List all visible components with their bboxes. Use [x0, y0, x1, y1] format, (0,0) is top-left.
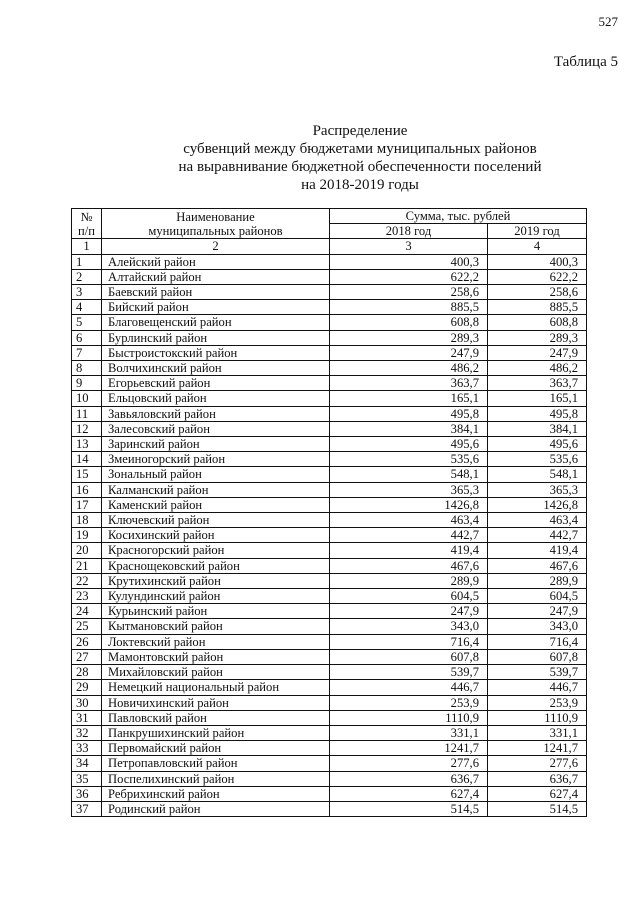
table-row — [72, 665, 587, 680]
title-line: на выравнивание бюджетной обеспеченности поселений — [178, 159, 542, 175]
amount-2018: 1426,8 — [330, 497, 488, 512]
row-number: 22 — [72, 573, 102, 588]
amount-2019: 289,3 — [488, 330, 587, 345]
district-name: Быстроистокский район — [102, 345, 330, 360]
row-number: 12 — [72, 421, 102, 436]
amount-2018: 463,4 — [330, 513, 488, 528]
row-number: 17 — [72, 497, 102, 512]
row-number: 29 — [72, 680, 102, 695]
amount-2019: 258,6 — [488, 285, 587, 300]
row-number: 19 — [72, 528, 102, 543]
district-name: Ельцовский район — [102, 391, 330, 406]
district-name: Новичихинский район — [102, 695, 330, 710]
amount-2018: 607,8 — [330, 649, 488, 664]
district-name: Благовещенский район — [102, 315, 330, 330]
district-name: Зональный район — [102, 467, 330, 482]
amount-2019: 277,6 — [488, 756, 587, 771]
row-number: 18 — [72, 513, 102, 528]
amount-2019: 1426,8 — [488, 497, 587, 512]
amount-2019: 442,7 — [488, 528, 587, 543]
amount-2019: 486,2 — [488, 361, 587, 376]
table-row — [72, 741, 587, 756]
amount-2018: 548,1 — [330, 467, 488, 482]
district-name: Немецкий национальный район — [102, 680, 330, 695]
row-number: 5 — [72, 315, 102, 330]
row-number: 11 — [72, 406, 102, 421]
column-index: 4 — [488, 239, 587, 254]
header-name-line2: муниципальных районов — [148, 223, 283, 238]
district-name: Заринский район — [102, 437, 330, 452]
table-row — [72, 756, 587, 771]
amount-2019: 885,5 — [488, 300, 587, 315]
amount-2018: 258,6 — [330, 285, 488, 300]
amount-2018: 289,9 — [330, 573, 488, 588]
header-number-line2: п/п — [78, 223, 95, 238]
table-row — [72, 543, 587, 558]
row-number: 33 — [72, 741, 102, 756]
row-number: 1 — [72, 254, 102, 269]
table-row — [72, 558, 587, 573]
row-number: 21 — [72, 558, 102, 573]
row-number: 4 — [72, 300, 102, 315]
row-number: 14 — [72, 452, 102, 467]
amount-2018: 446,7 — [330, 680, 488, 695]
table-row — [72, 649, 587, 664]
table-row — [72, 467, 587, 482]
amount-2019: 539,7 — [488, 665, 587, 680]
district-name: Бийский район — [102, 300, 330, 315]
row-number: 2 — [72, 269, 102, 284]
table-row — [72, 710, 587, 725]
amount-2018: 622,2 — [330, 269, 488, 284]
amount-2019: 627,4 — [488, 786, 587, 801]
table-row — [72, 513, 587, 528]
amount-2019: 535,6 — [488, 452, 587, 467]
table-row — [72, 634, 587, 649]
row-number: 10 — [72, 391, 102, 406]
district-name: Павловский район — [102, 710, 330, 725]
district-name: Мамонтовский район — [102, 649, 330, 664]
table-row — [72, 300, 587, 315]
amount-2018: 1241,7 — [330, 741, 488, 756]
amount-2018: 636,7 — [330, 771, 488, 786]
amount-2019: 253,9 — [488, 695, 587, 710]
district-name: Петропавловский район — [102, 756, 330, 771]
title-line: Распределение — [312, 123, 408, 139]
amount-2018: 419,4 — [330, 543, 488, 558]
table-row — [72, 391, 587, 406]
amount-2019: 467,6 — [488, 558, 587, 573]
column-index: 1 — [72, 239, 102, 254]
header-sum: Сумма, тыс. рублей — [330, 209, 587, 224]
table-row — [72, 285, 587, 300]
header-number-line1: № — [80, 209, 93, 224]
subvention-table — [71, 208, 587, 817]
amount-2018: 343,0 — [330, 619, 488, 634]
table-row — [72, 437, 587, 452]
table-row — [72, 421, 587, 436]
table-row — [72, 573, 587, 588]
district-name: Кулундинский район — [102, 589, 330, 604]
amount-2018: 247,9 — [330, 345, 488, 360]
amount-2019: 495,8 — [488, 406, 587, 421]
amount-2018: 363,7 — [330, 376, 488, 391]
amount-2019: 495,6 — [488, 437, 587, 452]
row-number: 37 — [72, 801, 102, 816]
amount-2019: 463,4 — [488, 513, 587, 528]
table-row — [72, 680, 587, 695]
district-name: Кытмановский район — [102, 619, 330, 634]
amount-2019: 289,9 — [488, 573, 587, 588]
table-row — [72, 452, 587, 467]
amount-2019: 636,7 — [488, 771, 587, 786]
amount-2019: 548,1 — [488, 467, 587, 482]
district-name: Красногорский район — [102, 543, 330, 558]
amount-2019: 607,8 — [488, 649, 587, 664]
amount-2018: 604,5 — [330, 589, 488, 604]
district-name: Ключевский район — [102, 513, 330, 528]
amount-2018: 539,7 — [330, 665, 488, 680]
table-row — [72, 254, 587, 269]
amount-2018: 467,6 — [330, 558, 488, 573]
district-name: Алейский район — [102, 254, 330, 269]
amount-2019: 331,1 — [488, 725, 587, 740]
row-number: 20 — [72, 543, 102, 558]
row-number: 9 — [72, 376, 102, 391]
district-name: Калманский район — [102, 482, 330, 497]
row-number: 16 — [72, 482, 102, 497]
amount-2018: 608,8 — [330, 315, 488, 330]
amount-2018: 495,8 — [330, 406, 488, 421]
table-body — [72, 254, 587, 817]
district-name: Каменский район — [102, 497, 330, 512]
header-year-2018: 2018 год — [330, 224, 488, 239]
table-row — [72, 801, 587, 816]
amount-2019: 165,1 — [488, 391, 587, 406]
table-row — [72, 315, 587, 330]
title-line: на 2018-2019 годы — [301, 177, 419, 193]
table-row — [72, 361, 587, 376]
header-name — [102, 209, 330, 239]
table-row — [72, 528, 587, 543]
row-number: 30 — [72, 695, 102, 710]
row-number: 15 — [72, 467, 102, 482]
table-row — [72, 482, 587, 497]
amount-2019: 514,5 — [488, 801, 587, 816]
amount-2019: 400,3 — [488, 254, 587, 269]
table-row — [72, 406, 587, 421]
row-number: 23 — [72, 589, 102, 604]
amount-2019: 365,3 — [488, 482, 587, 497]
amount-2019: 622,2 — [488, 269, 587, 284]
amount-2019: 608,8 — [488, 315, 587, 330]
row-number: 32 — [72, 725, 102, 740]
amount-2019: 247,9 — [488, 604, 587, 619]
district-name: Первомайский район — [102, 741, 330, 756]
district-name: Панкрушихинский район — [102, 725, 330, 740]
table-row — [72, 345, 587, 360]
district-name: Курьинский район — [102, 604, 330, 619]
district-name: Краснощековский район — [102, 558, 330, 573]
district-name: Волчихинский район — [102, 361, 330, 376]
amount-2018: 289,3 — [330, 330, 488, 345]
amount-2019: 1241,7 — [488, 741, 587, 756]
table-row — [72, 497, 587, 512]
district-name: Залесовский район — [102, 421, 330, 436]
amount-2018: 495,6 — [330, 437, 488, 452]
amount-2018: 277,6 — [330, 756, 488, 771]
row-number: 7 — [72, 345, 102, 360]
district-name: Егорьевский район — [102, 376, 330, 391]
amount-2018: 514,5 — [330, 801, 488, 816]
row-number: 25 — [72, 619, 102, 634]
document-title — [0, 122, 640, 194]
amount-2019: 716,4 — [488, 634, 587, 649]
table-row — [72, 604, 587, 619]
table-row — [72, 376, 587, 391]
district-name: Локтевский район — [102, 634, 330, 649]
row-number: 6 — [72, 330, 102, 345]
row-number: 24 — [72, 604, 102, 619]
district-name: Завьяловский район — [102, 406, 330, 421]
amount-2018: 1110,9 — [330, 710, 488, 725]
amount-2018: 165,1 — [330, 391, 488, 406]
row-number: 31 — [72, 710, 102, 725]
amount-2019: 446,7 — [488, 680, 587, 695]
district-name: Косихинский район — [102, 528, 330, 543]
row-number: 27 — [72, 649, 102, 664]
amount-2019: 363,7 — [488, 376, 587, 391]
amount-2018: 442,7 — [330, 528, 488, 543]
amount-2019: 419,4 — [488, 543, 587, 558]
row-number: 8 — [72, 361, 102, 376]
amount-2018: 627,4 — [330, 786, 488, 801]
amount-2019: 247,9 — [488, 345, 587, 360]
header-name-line1: Наименование — [176, 209, 255, 224]
table-row — [72, 695, 587, 710]
table-row — [72, 725, 587, 740]
amount-2018: 384,1 — [330, 421, 488, 436]
amount-2018: 400,3 — [330, 254, 488, 269]
amount-2018: 885,5 — [330, 300, 488, 315]
amount-2018: 253,9 — [330, 695, 488, 710]
table-label: Таблица 5 — [553, 54, 618, 70]
row-number: 35 — [72, 771, 102, 786]
amount-2018: 716,4 — [330, 634, 488, 649]
amount-2019: 343,0 — [488, 619, 587, 634]
row-number: 13 — [72, 437, 102, 452]
row-number: 3 — [72, 285, 102, 300]
page-number: 527 — [598, 14, 618, 29]
row-number: 26 — [72, 634, 102, 649]
district-name: Змеиногорский район — [102, 452, 330, 467]
amount-2018: 247,9 — [330, 604, 488, 619]
row-number: 34 — [72, 756, 102, 771]
table-row — [72, 786, 587, 801]
column-index: 3 — [330, 239, 488, 254]
header-year-2019: 2019 год — [488, 224, 587, 239]
district-name: Бурлинский район — [102, 330, 330, 345]
table-row — [72, 619, 587, 634]
district-name: Крутихинский район — [102, 573, 330, 588]
amount-2018: 331,1 — [330, 725, 488, 740]
district-name: Ребрихинский район — [102, 786, 330, 801]
amount-2019: 604,5 — [488, 589, 587, 604]
amount-2019: 384,1 — [488, 421, 587, 436]
district-name: Поспелихинский район — [102, 771, 330, 786]
table-row — [72, 771, 587, 786]
amount-2019: 1110,9 — [488, 710, 587, 725]
amount-2018: 535,6 — [330, 452, 488, 467]
title-line: субвенций между бюджетами муниципальных районов — [183, 141, 537, 157]
table-row — [72, 589, 587, 604]
row-number: 28 — [72, 665, 102, 680]
amount-2018: 486,2 — [330, 361, 488, 376]
district-name: Родинский район — [102, 801, 330, 816]
district-name: Михайловский район — [102, 665, 330, 680]
amount-2018: 365,3 — [330, 482, 488, 497]
table-row — [72, 330, 587, 345]
row-number: 36 — [72, 786, 102, 801]
district-name: Алтайский район — [102, 269, 330, 284]
column-index-row — [72, 239, 587, 254]
district-name: Баевский район — [102, 285, 330, 300]
table-row — [72, 269, 587, 284]
header-number — [72, 209, 102, 239]
column-index: 2 — [102, 239, 330, 254]
